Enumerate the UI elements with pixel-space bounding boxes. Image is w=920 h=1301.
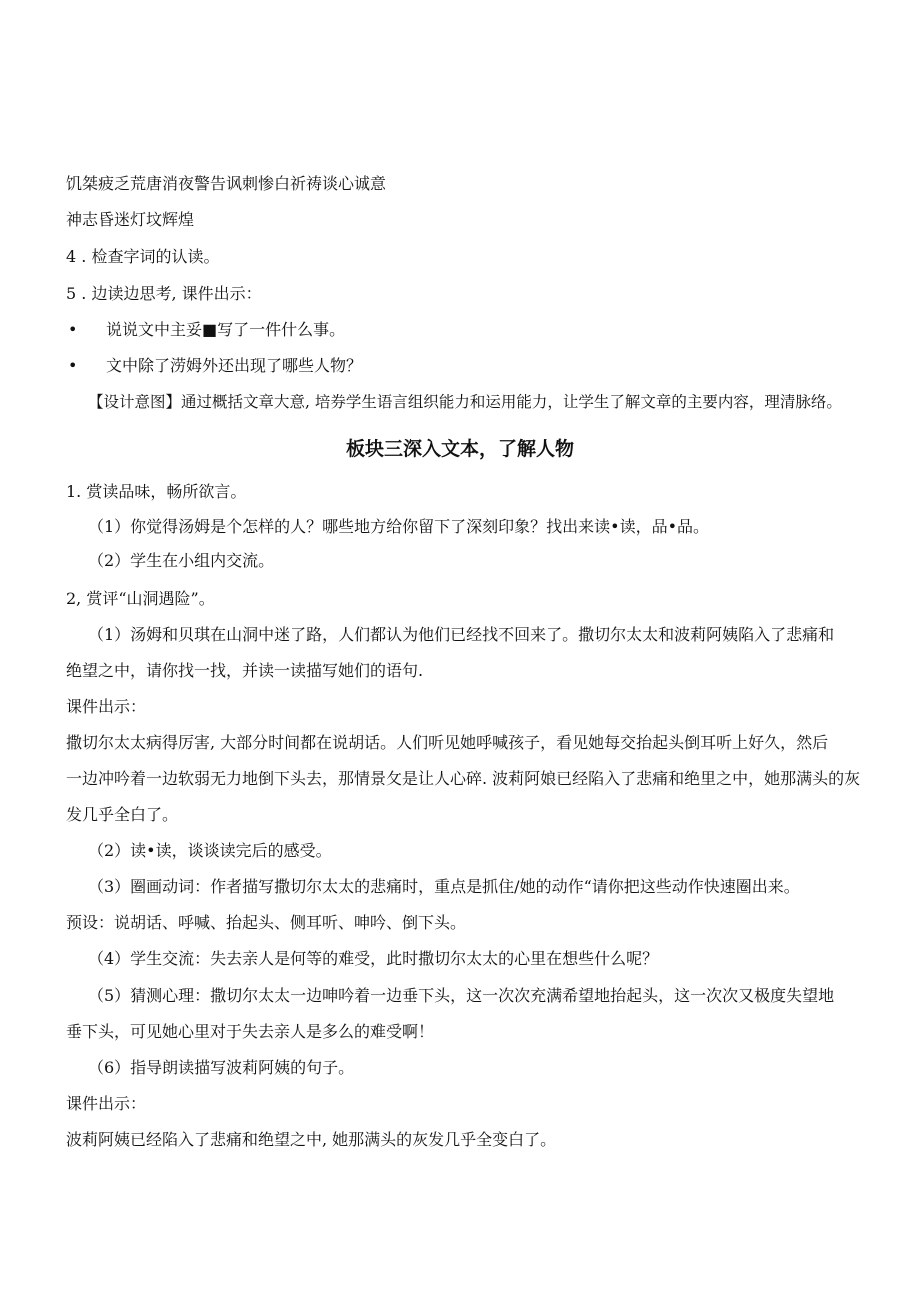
part1-question-1: （1）你觉得汤姆是个怎样的人？哪些地方给你留下了深刻印象？找出来读•读，品•品。 — [88, 517, 710, 536]
passage-line-3: 发几乎全白了。 — [66, 805, 179, 824]
section-title: 板块三深入文本，了解人物 — [345, 438, 574, 460]
bullet-mark: • — [68, 320, 78, 339]
design-intent: 【设计意图】通过概括文章大意, 培券学生语言组织能力和运用能力，让学生了解文章的主要内容，理清脉络。 — [88, 393, 842, 411]
part1-question-2: （2）学生在小组内交流。 — [88, 551, 275, 570]
part2-question-4: （4）学生交流：失去亲人是何等的难受，此时撒切尔太太的心里在想些什么呢？ — [88, 949, 659, 968]
courseware-label: 课件出示： — [66, 1094, 147, 1113]
passage-line-1: 撒切尔太太病得厉害, 大部分时间都在说胡话。人们听见她呼喊孩子，看见她每交抬起头倒耳听上好久，然后 — [66, 733, 829, 752]
part2-question-3: （3）圈画动词：作者描写撒切尔太太的悲痛时，重点是抓住/她的动作“请你把这些动作快速圈出来。 — [88, 877, 800, 896]
bullet-text: 说说文中主妥■写了一件什么事。 — [106, 320, 346, 339]
step-5: 5 . 边读边思考, 课件出示： — [66, 284, 262, 303]
part2-question-5-line-2: 垂下头，可见她心里对于失去亲人是多么的难受啊！ — [66, 1022, 435, 1041]
vocab-line-2: 神志昏迷灯坟辉煌 — [66, 210, 195, 229]
passage-line-2: 一边冲吟着一边软弱无力地倒下头去，那情景攵是让人心碎. 波莉阿娘已经陷入了悲痛和绝里之中，她那满头的灰 — [66, 769, 861, 788]
step-4: 4 . 检查字词的认读。 — [66, 247, 220, 266]
part2-question-5-line-1: （5）猜测心理：撒切尔太太一边呻吟着一边垂下头，这一次次充满希望地抬起头，这一次次又极度失望地 — [88, 986, 835, 1005]
part2-question-6: （6）指导朗读描写波莉阿姨的句子。 — [88, 1058, 355, 1077]
part2-question-1-line-1: （1）汤姆和贝琪在山洞中迷了路，人们都认为他们已经找不回来了。撒切尔太太和波莉阿姨陷入了悲痛和 — [88, 625, 835, 644]
part2-title: 2, 赏评“山洞遇险”。 — [66, 589, 215, 608]
part2-question-2: （2）读•读，谈谈读完后的感受。 — [88, 841, 332, 860]
bullet-text: 文中除了涝姆外还出现了哪些人物？ — [106, 356, 363, 375]
vocab-line-1: 饥桀疲乏荒唐消夜警告讽刺惨白祈祷谈心诚意 — [66, 174, 387, 193]
bullet-mark: • — [68, 356, 78, 375]
part2-question-1-line-2: 绝望之中，请你找一找，并读一读描写她们的语句. — [66, 661, 424, 680]
courseware-label: 课件出示： — [66, 697, 147, 716]
preset-answer: 预设：说胡话、呼喊、抬起头、侧耳听、呻吟、倒下头。 — [66, 913, 467, 932]
passage-2: 波莉阿姨已经陷入了悲痛和绝望之中, 她那满头的灰发几乎全变白了。 — [66, 1130, 557, 1149]
part1-title: 1. 赏读品味，畅所欲言。 — [66, 482, 247, 501]
